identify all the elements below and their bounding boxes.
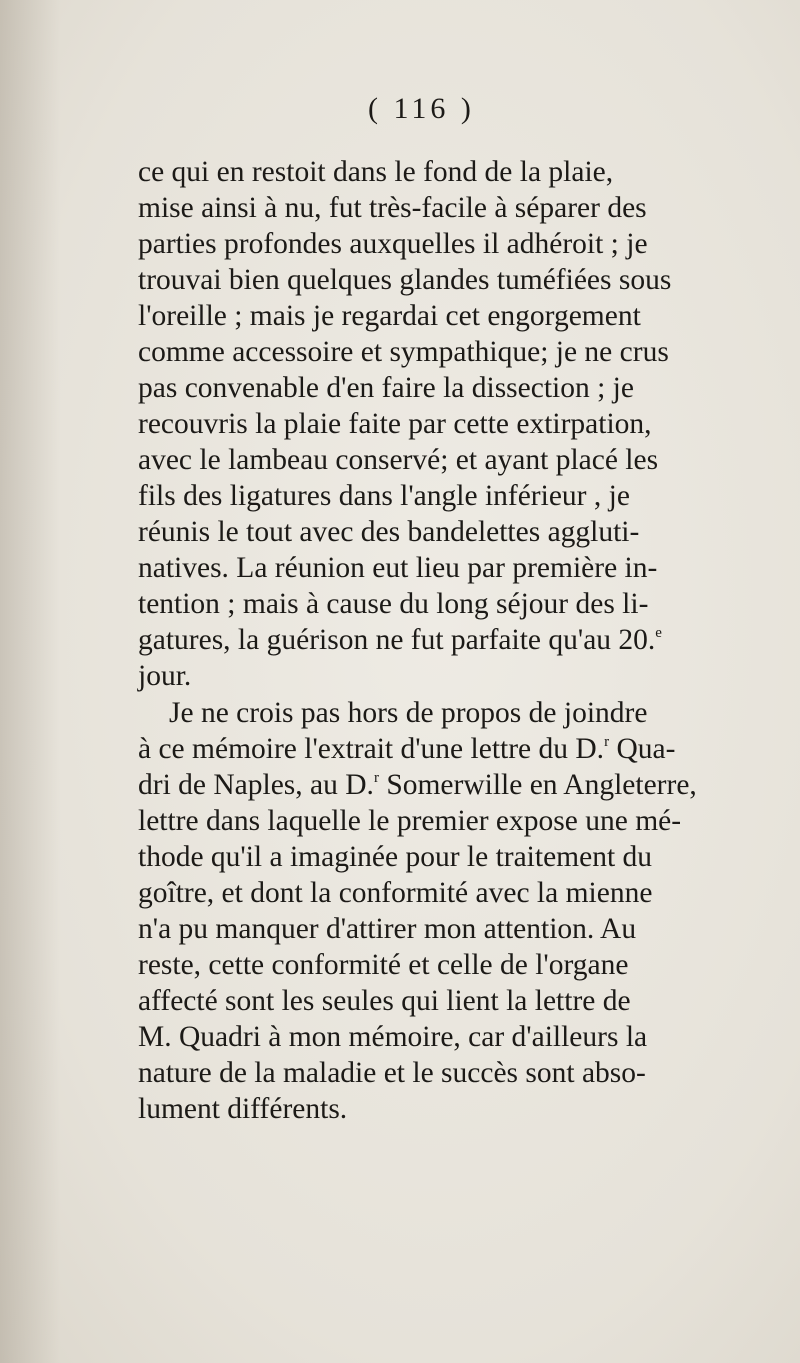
superscript: e — [655, 625, 662, 641]
text-line: pas convenable d'en faire la dissection ; je — [138, 372, 634, 404]
text-line — [138, 769, 697, 802]
text-fragment: Qua- — [609, 733, 676, 765]
text-line: thode qu'il a imaginée pour le traitement du — [138, 841, 653, 873]
text-line: affecté sont les seules qui lient la lettre de — [138, 985, 631, 1017]
text-line: fils des ligatures dans l'angle inférieur , je — [138, 480, 630, 512]
text-line: l'oreille ; mais je regardai cet engorgement — [138, 300, 641, 332]
text-line: ce qui en restoit dans le fond de la plaie, — [138, 156, 614, 188]
text-line: trouvai bien quelques glandes tuméfiées sous — [138, 264, 672, 296]
text-line: comme accessoire et sympathique; je ne crus — [138, 336, 669, 368]
text-fragment: à ce mémoire l'extrait d'une lettre du D. — [138, 733, 605, 765]
text-line: natives. La réunion eut lieu par première in- — [138, 552, 658, 584]
page-edge-shadow — [0, 0, 60, 1363]
text-line — [138, 624, 662, 657]
text-line: tention ; mais à cause du long séjour des li- — [138, 588, 649, 620]
text-line: avec le lambeau conservé; et ayant placé les — [138, 444, 659, 476]
text-line — [138, 733, 675, 766]
text-line: parties profondes auxquelles il adhéroit ; je — [138, 228, 648, 260]
text-line: réunis le tout avec des bandelettes aggluti- — [138, 516, 640, 548]
text-fragment: Somerwille en Angleterre, — [378, 769, 697, 801]
text-line: recouvris la plaie faite par cette extirpation, — [138, 408, 652, 440]
paragraph-start-line: Je ne crois pas hors de propos de joindre — [169, 697, 648, 729]
text-fragment: dri de Naples, au D. — [138, 769, 374, 801]
text-line: nature de la maladie et le succès sont abso- — [138, 1057, 646, 1089]
text-line: reste, cette conformité et celle de l'organe — [138, 949, 629, 981]
superscript: r — [373, 770, 379, 786]
text-line: lettre dans laquelle le premier expose une mé- — [138, 805, 682, 837]
page-number: ( 116 ) — [368, 92, 475, 125]
text-line: n'a pu manquer d'attirer mon attention. Au — [138, 913, 637, 945]
text-line: jour. — [138, 660, 192, 692]
text-line: mise ainsi à nu, fut très-facile à séparer des — [138, 192, 647, 224]
text-fragment: gatures, la guérison ne fut parfaite qu'au 20. — [138, 624, 656, 656]
superscript: r — [604, 734, 610, 750]
text-line: goître, et dont la conformité avec la mienne — [138, 877, 653, 909]
text-line: M. Quadri à mon mémoire, car d'ailleurs la — [138, 1021, 648, 1053]
text-line: lument différents. — [138, 1093, 348, 1125]
